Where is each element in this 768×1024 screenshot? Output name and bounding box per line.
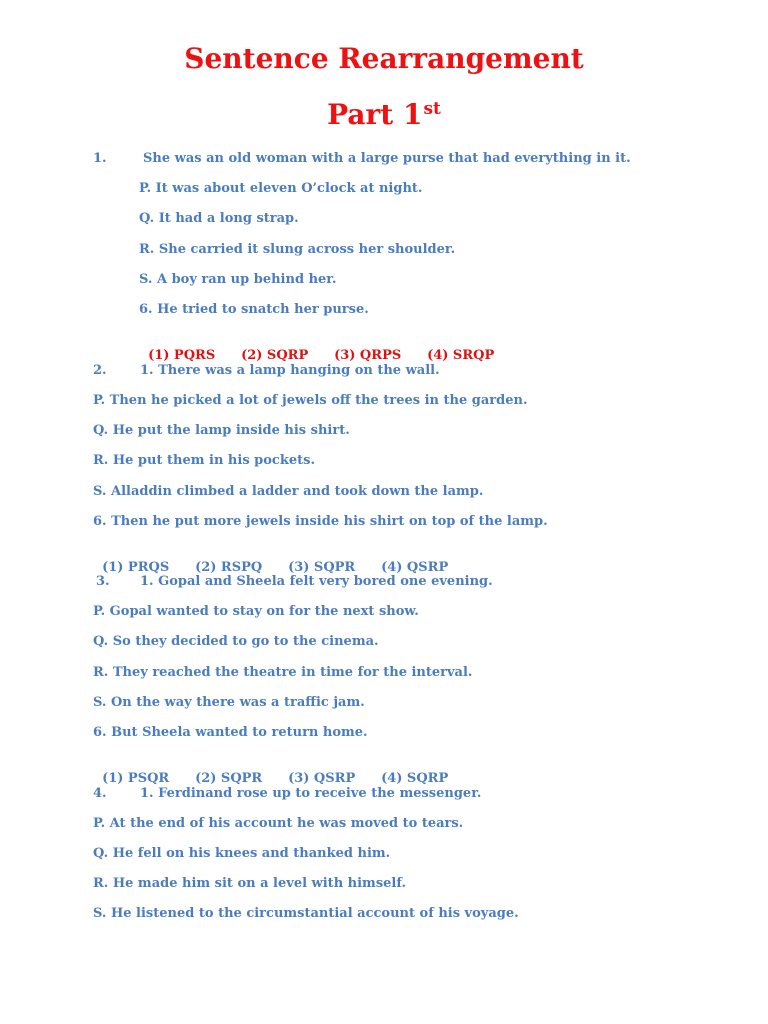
option-4: (4) SRQP (427, 348, 495, 363)
option-2: (2) SQRP (241, 348, 309, 363)
question-2-sentence-r: R. He put them in his pockets. (93, 453, 315, 468)
question-1-sentence-p: P. It was about eleven O’clock at night. (139, 181, 423, 196)
option-4: (4) SQRP (381, 771, 449, 786)
question-1-sentence-6: 6. He tried to snatch her purse. (139, 302, 369, 317)
question-4-sentence-q: Q. He fell on his knees and thanked him. (93, 846, 391, 861)
option-3: (3) QRPS (334, 348, 402, 363)
question-1-options (139, 332, 494, 364)
question-4-sentence-p: P. At the end of his account he was moved to tears. (93, 816, 464, 831)
question-1-sentence-r: R. She carried it slung across her shoulder. (139, 242, 456, 257)
subtitle-superscript: st (423, 99, 441, 119)
question-4-number: 4. (93, 786, 107, 801)
page-title: Sentence Rearrangement (184, 42, 584, 75)
question-1-sentence-q: Q. It had a long strap. (139, 211, 299, 226)
question-2-sentence-s: S. Alladdin climbed a ladder and took down the lamp. (93, 484, 484, 499)
question-4-stem: 1. Ferdinand rose up to receive the messenger. (140, 786, 482, 801)
question-3-options (93, 755, 448, 787)
page-subtitle (0, 98, 768, 131)
question-3-number: 3. (96, 574, 110, 589)
option-3: (3) SQPR (288, 560, 356, 575)
question-3-sentence-p: P. Gopal wanted to stay on for the next show. (93, 604, 419, 619)
question-2-sentence-p: P. Then he picked a lot of jewels off the trees in the garden. (93, 393, 528, 408)
question-4-sentence-r: R. He made him sit on a level with himself. (93, 876, 406, 891)
option-2: (2) SQPR (195, 771, 263, 786)
question-2-sentence-q: Q. He put the lamp inside his shirt. (93, 423, 350, 438)
option-1: (1) PRQS (102, 560, 170, 575)
question-3-stem: 1. Gopal and Sheela felt very bored one evening. (140, 574, 493, 589)
question-3-sentence-6: 6. But Sheela wanted to return home. (93, 725, 368, 740)
question-3-sentence-q: Q. So they decided to go to the cinema. (93, 634, 379, 649)
question-3-sentence-r: R. They reached the theatre in time for the interval. (93, 665, 473, 680)
question-2-options (93, 544, 448, 576)
option-4: (4) QSRP (381, 560, 449, 575)
question-3-sentence-s: S. On the way there was a traffic jam. (93, 695, 365, 710)
question-2-number: 2. (93, 363, 107, 378)
option-2: (2) RSPQ (195, 560, 263, 575)
question-1-sentence-s: S. A boy ran up behind her. (139, 272, 337, 287)
option-1: (1) PQRS (148, 348, 216, 363)
question-2-sentence-6: 6. Then he put more jewels inside his shirt on top of the lamp. (93, 514, 548, 529)
subtitle-text: Part 1 (327, 98, 423, 131)
question-1-number: 1. (93, 151, 107, 166)
question-2-stem: 1. There was a lamp hanging on the wall. (140, 363, 440, 378)
option-1: (1) PSQR (102, 771, 170, 786)
option-3: (3) QSRP (288, 771, 356, 786)
question-1-stem: She was an old woman with a large purse that had everything in it. (143, 151, 631, 166)
question-4-sentence-s: S. He listened to the circumstantial account of his voyage. (93, 906, 519, 921)
